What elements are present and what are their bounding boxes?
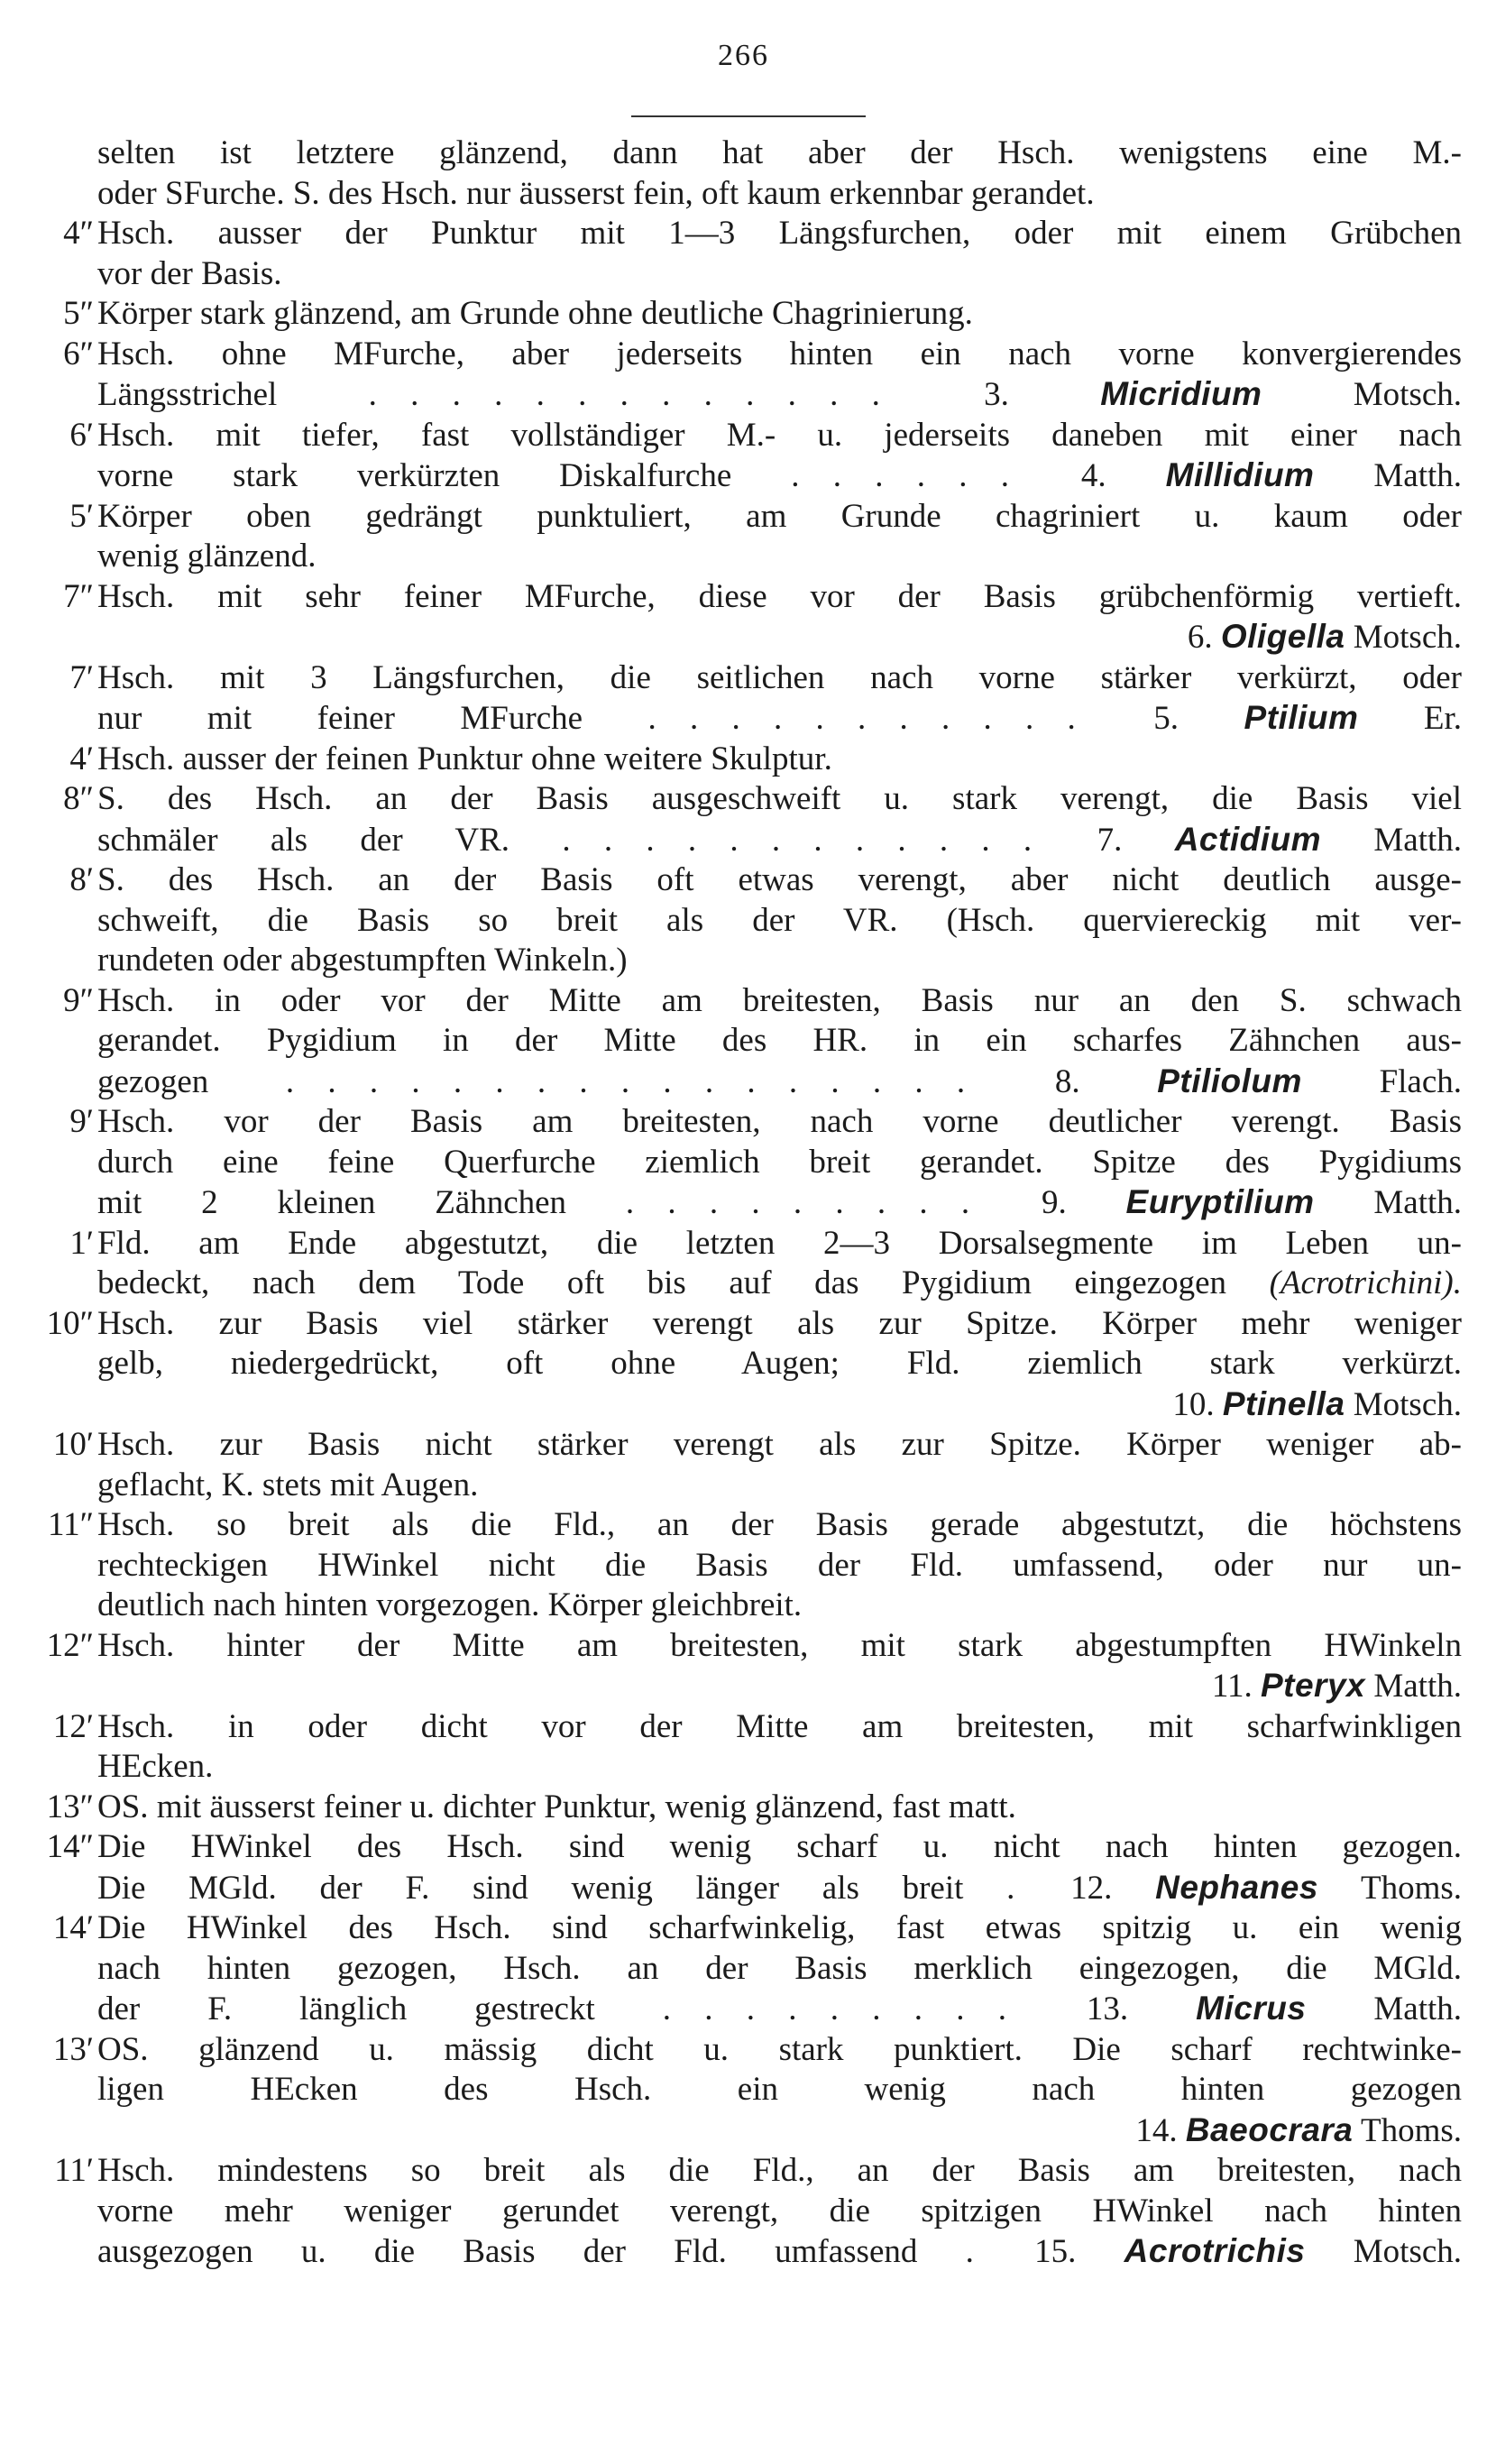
text-line	[97, 1788, 1462, 1828]
text-line	[97, 1224, 1462, 1264]
key-entry	[0, 1304, 1487, 1426]
line-text: Hsch. in oder dicht vor der Mitte am breitesten, mit scharfwinkligen	[97, 1707, 1462, 1745]
key-entry	[0, 981, 1487, 1103]
genus-number: 5.	[1153, 700, 1180, 737]
dot-leader: .	[965, 2233, 987, 2270]
line-text: gezogen	[97, 1062, 209, 1100]
line-text: Fld. am Ende abgestutzt, die letzten 2—3 Dorsalsegmente im Leben un-	[97, 1224, 1462, 1262]
author-name: Matth.	[1373, 1668, 1462, 1705]
text-line	[97, 2151, 1462, 2192]
genus-number: 8.	[1054, 1062, 1080, 1100]
text-line	[97, 941, 1462, 981]
key-entry	[0, 577, 1487, 658]
dot-leader: . . . . . . . . .	[625, 1184, 983, 1221]
text-line	[97, 2030, 1462, 2071]
line-text: gelb, niedergedrückt, oft ohne Augen; Fld. ziemlich stark verkürzt.	[97, 1345, 1462, 1382]
line-text: vorne stark verkürzten Diskalfurche	[97, 457, 732, 494]
couplet-number: 11′	[54, 2152, 94, 2189]
key-entry	[0, 1626, 1487, 1707]
text-line	[97, 374, 1462, 416]
line-text: gerandet. Pygidium in der Mitte des HR. in ein scharfes Zähnchen aus-	[97, 1022, 1462, 1059]
text-line	[97, 335, 1462, 375]
line-text: Körper oben gedrängt punktuliert, am Grunde chagriniert u. kaum oder	[97, 497, 1462, 535]
line-text: der F. länglich gestreckt	[97, 1991, 595, 2027]
text-line	[97, 658, 1462, 699]
genus-number: 11.	[1211, 1668, 1253, 1705]
text-line	[97, 1425, 1462, 1466]
text-line	[97, 1344, 1462, 1384]
line-text: OS. glänzend u. mässig dicht u. stark punktiert. Die scharf rechtwinke-	[97, 2030, 1462, 2068]
text-line	[97, 1466, 1462, 1506]
key-entry	[0, 1102, 1487, 1224]
line-text: Längsstrichel	[97, 376, 278, 413]
line-text: HEcken.	[97, 1748, 214, 1785]
dot-leader: . . . . . . . . . . . . . . . . .	[285, 1062, 978, 1100]
text-line	[97, 1666, 1462, 1707]
text-line	[97, 254, 1462, 295]
couplet-number: 4″	[63, 215, 94, 252]
line-text: bedeckt, nach dem Tode oft bis auf das Pygidium eingezogen	[97, 1264, 1227, 1301]
key-entry	[0, 860, 1487, 981]
text-line	[97, 1908, 1462, 1949]
author-name: Matth.	[1373, 821, 1463, 859]
dot-leader: . . . . . . . . . . . .	[562, 821, 1045, 859]
text-line	[97, 860, 1462, 901]
text-line	[97, 1707, 1462, 1748]
text-line	[97, 416, 1462, 456]
genus-number: 9.	[1041, 1184, 1067, 1221]
author-name: Er.	[1423, 700, 1463, 737]
text-line	[97, 1384, 1462, 1426]
text-line	[97, 698, 1462, 740]
genus-number: 13.	[1086, 1991, 1129, 2027]
genus-number: 10.	[1172, 1385, 1215, 1423]
line-text: Hsch. ausser der feinen Punktur ohne weitere Skulptur.	[97, 740, 832, 777]
line-text: nach hinten gezogen, Hsch. an der Basis merklich eingezogen, die MGld.	[97, 1949, 1462, 1987]
genus-name: Ptiliolum	[1157, 1062, 1302, 1099]
text-line	[97, 779, 1462, 820]
line-text: Die HWinkel des Hsch. sind wenig scharf u. nicht nach hinten gezogen.	[97, 1828, 1462, 1865]
genus-name: Nephanes	[1155, 1868, 1318, 1906]
key-entry	[0, 1827, 1487, 1908]
text-line	[97, 1949, 1462, 1990]
author-name: Motsch.	[1353, 1385, 1462, 1423]
key-entry	[0, 416, 1487, 497]
line-text: Hsch. ohne MFurche, aber jederseits hinten ein nach vorne konvergierendes	[97, 335, 1462, 372]
dot-leader: . . . . . . . . . . .	[647, 700, 1088, 737]
key-entry	[0, 2030, 1487, 2152]
genus-name: Euryptilium	[1125, 1183, 1315, 1220]
couplet-number: 14″	[46, 1828, 94, 1865]
text-line	[97, 214, 1462, 254]
couplet-number: 10″	[46, 1304, 94, 1342]
line-text: deutlich nach hinten vorgezogen. Körper gleichbreit.	[97, 1586, 803, 1623]
line-text: Die MGld. der F. sind wenig länger als breit	[97, 1869, 964, 1907]
genus-number: 4.	[1080, 457, 1106, 494]
genus-name: Actidium	[1174, 820, 1321, 858]
key-entry	[0, 497, 1487, 577]
line-text: Die HWinkel des Hsch. sind scharfwinkelig, fast etwas spitzig u. ein wenig	[97, 1909, 1462, 1946]
couplet-number: 5′	[69, 497, 94, 535]
text-line	[97, 981, 1462, 1022]
couplet-number: 6′	[69, 416, 94, 454]
text-line	[97, 1546, 1462, 1586]
page-number: 266	[718, 39, 769, 72]
text-line	[97, 1021, 1462, 1062]
text-line	[97, 174, 1462, 215]
line-text: OS. mit äusserst feiner u. dichter Punktur, wenig glänzend, fast matt.	[97, 1788, 1016, 1825]
key-entry	[0, 1505, 1487, 1626]
text-line	[97, 901, 1462, 942]
line-text: Körper stark glänzend, am Grunde ohne deutliche Chagrinierung.	[97, 295, 973, 332]
key-entry	[0, 740, 1487, 780]
text-line	[97, 2231, 1462, 2273]
genus-name: Micrus	[1196, 1990, 1307, 2027]
line-text: Hsch. zur Basis viel stärker verengt als zur Spitze. Körper mehr weniger	[97, 1304, 1462, 1342]
line-text: selten ist letztere glänzend, dann hat aber der Hsch. wenigstens eine M.-	[97, 134, 1462, 171]
text-line	[97, 1102, 1462, 1143]
couplet-number: 13″	[46, 1788, 94, 1825]
dot-leader: . . . . . .	[791, 457, 1022, 494]
couplet-number: 12′	[52, 1707, 94, 1745]
text-line	[97, 617, 1462, 658]
key-entry	[0, 1425, 1487, 1505]
tribe-name: (Acrotrichini).	[1269, 1264, 1462, 1301]
text-line	[97, 1868, 1462, 1909]
text-line	[97, 1989, 1462, 2030]
line-text: S. des Hsch. an der Basis oft etwas verengt, aber nicht deutlich ausge-	[97, 861, 1462, 898]
author-name: Matth.	[1373, 457, 1463, 494]
line-text: Hsch. in oder vor der Mitte am breitesten, Basis nur an den S. schwach	[97, 981, 1462, 1019]
genus-number: 3.	[984, 376, 1009, 413]
line-text: vor der Basis.	[97, 254, 282, 292]
line-text: mit 2 kleinen Zähnchen	[97, 1184, 567, 1221]
line-text: Hsch. mindestens so breit als die Fld., an der Basis am breitesten, nach	[97, 2152, 1462, 2189]
couplet-number: 7″	[63, 577, 94, 615]
line-text: rechteckigen HWinkel nicht die Basis der Fld. umfassend, oder nur un-	[97, 1546, 1462, 1584]
header-rule	[631, 115, 866, 117]
genus-name: Ptinella	[1222, 1384, 1345, 1422]
line-text: schmäler als der VR.	[97, 821, 510, 859]
couplet-number: 11″	[47, 1506, 94, 1543]
line-text: ligen HEcken des Hsch. ein wenig nach hinten gezogen	[97, 2071, 1462, 2108]
couplet-number: 9″	[63, 981, 94, 1019]
author-name: Matth.	[1373, 1184, 1463, 1221]
dot-leader: . . . . . . . . .	[662, 1991, 1019, 2027]
key-entry	[0, 1788, 1487, 1828]
key-entry	[0, 658, 1487, 740]
author-name: Thoms.	[1360, 2111, 1462, 2149]
couplet-number: 7′	[69, 658, 94, 696]
line-text: wenig glänzend.	[97, 538, 317, 575]
line-text: Hsch. hinter der Mitte am breitesten, mit stark abgestumpften HWinkeln	[97, 1626, 1462, 1664]
genus-name: Acrotrichis	[1124, 2232, 1306, 2269]
couplet-number: 10′	[52, 1426, 94, 1463]
line-text: Hsch. vor der Basis am breitesten, nach vorne deutlicher verengt. Basis	[97, 1103, 1462, 1140]
line-text: schweift, die Basis so breit als der VR. (Hsch. querviereckig mit ver-	[97, 901, 1462, 939]
text-line	[97, 294, 1462, 335]
author-name: Thoms.	[1361, 1869, 1463, 1907]
text-line	[97, 820, 1462, 861]
text-line	[97, 740, 1462, 780]
line-text: ausgezogen u. die Basis der Fld. umfassend	[97, 2233, 918, 2270]
couplet-number: 6″	[63, 335, 94, 372]
key-text	[0, 133, 1487, 2273]
genus-number: 12.	[1070, 1869, 1113, 1907]
text-line	[97, 1747, 1462, 1788]
key-entry	[0, 1908, 1487, 2030]
line-text: vorne mehr weniger gerundet verengt, die spitzigen HWinkel nach hinten	[97, 2192, 1462, 2230]
text-line	[97, 1062, 1462, 1103]
key-entry	[0, 133, 1487, 214]
couplet-number: 8′	[69, 861, 94, 898]
dot-leader: .	[1006, 1869, 1028, 1907]
line-text: nur mit feiner MFurche	[97, 700, 583, 737]
text-line	[97, 1505, 1462, 1546]
author-name: Flach.	[1379, 1062, 1463, 1100]
text-line	[97, 2110, 1462, 2152]
genus-number: 15.	[1034, 2233, 1077, 2270]
genus-number: 14.	[1135, 2111, 1178, 2149]
line-text: Hsch. mit 3 Längsfurchen, die seitlichen nach vorne stärker verkürzt, oder	[97, 658, 1462, 696]
text-line	[97, 1264, 1462, 1304]
text-line	[97, 1586, 1462, 1626]
line-text: oder SFurche. S. des Hsch. nur äusserst fein, oft kaum erkennbar gerandet.	[97, 174, 1095, 212]
genus-name: Micridium	[1100, 375, 1262, 412]
key-entry	[0, 294, 1487, 335]
line-text: rundeten oder abgestumpften Winkeln.)	[97, 942, 628, 979]
line-text: Hsch. ausser der Punktur mit 1—3 Längsfurchen, oder mit einem Grübchen	[97, 215, 1462, 252]
line-text: geflacht, K. stets mit Augen.	[97, 1466, 479, 1503]
text-line	[97, 2192, 1462, 2232]
couplet-number: 13′	[52, 2030, 94, 2068]
key-entry	[0, 2151, 1487, 2273]
dot-leader: . . . . . . . . . . . . .	[368, 376, 893, 413]
genus-name: Oligella	[1220, 618, 1345, 655]
genus-name: Ptilium	[1244, 699, 1359, 736]
text-line	[97, 1827, 1462, 1868]
line-text: S. des Hsch. an der Basis ausgeschweift u. stark verengt, die Basis viel	[97, 780, 1462, 817]
text-line	[97, 133, 1462, 174]
author-name: Motsch.	[1353, 619, 1462, 656]
text-line	[97, 497, 1462, 538]
line-text: durch eine feine Querfurche ziemlich breit gerandet. Spitze des Pygidiums	[97, 1143, 1462, 1181]
text-line	[97, 1304, 1462, 1345]
couplet-number: 14′	[52, 1909, 94, 1946]
key-entry	[0, 1707, 1487, 1788]
genus-number: 6.	[1187, 619, 1213, 656]
genus-name: Millidium	[1165, 456, 1315, 493]
author-name: Matth.	[1373, 1991, 1463, 2027]
line-text: Hsch. so breit als die Fld., an der Basis gerade abgestutzt, die höchstens	[97, 1506, 1462, 1543]
key-entry	[0, 779, 1487, 860]
genus-name: Baeocrara	[1185, 2110, 1354, 2148]
genus-number: 7.	[1097, 821, 1123, 859]
author-name: Motsch.	[1353, 376, 1463, 413]
couplet-number: 4′	[69, 740, 94, 777]
text-line	[97, 577, 1462, 618]
key-entry	[0, 1224, 1487, 1304]
couplet-number: 5″	[63, 295, 94, 332]
text-line	[97, 1182, 1462, 1224]
couplet-number: 1′	[69, 1224, 94, 1262]
genus-name: Pteryx	[1260, 1667, 1366, 1704]
text-line	[97, 2070, 1462, 2110]
line-text: Hsch. mit sehr feiner MFurche, diese vor der Basis grübchenförmig vertieft.	[97, 577, 1462, 615]
line-text: Hsch. zur Basis nicht stärker verengt als zur Spitze. Körper weniger ab-	[97, 1426, 1462, 1463]
couplet-number: 8″	[63, 780, 94, 817]
text-line	[97, 1626, 1462, 1667]
text-line	[97, 537, 1462, 577]
text-line	[97, 1143, 1462, 1183]
key-entry	[0, 335, 1487, 416]
couplet-number: 12″	[46, 1626, 94, 1664]
author-name: Motsch.	[1353, 2233, 1463, 2270]
text-line	[97, 455, 1462, 497]
key-entry	[0, 214, 1487, 294]
couplet-number: 9′	[69, 1103, 94, 1140]
line-text: Hsch. mit tiefer, fast vollständiger M.- u. jederseits daneben mit einer nach	[97, 416, 1462, 454]
